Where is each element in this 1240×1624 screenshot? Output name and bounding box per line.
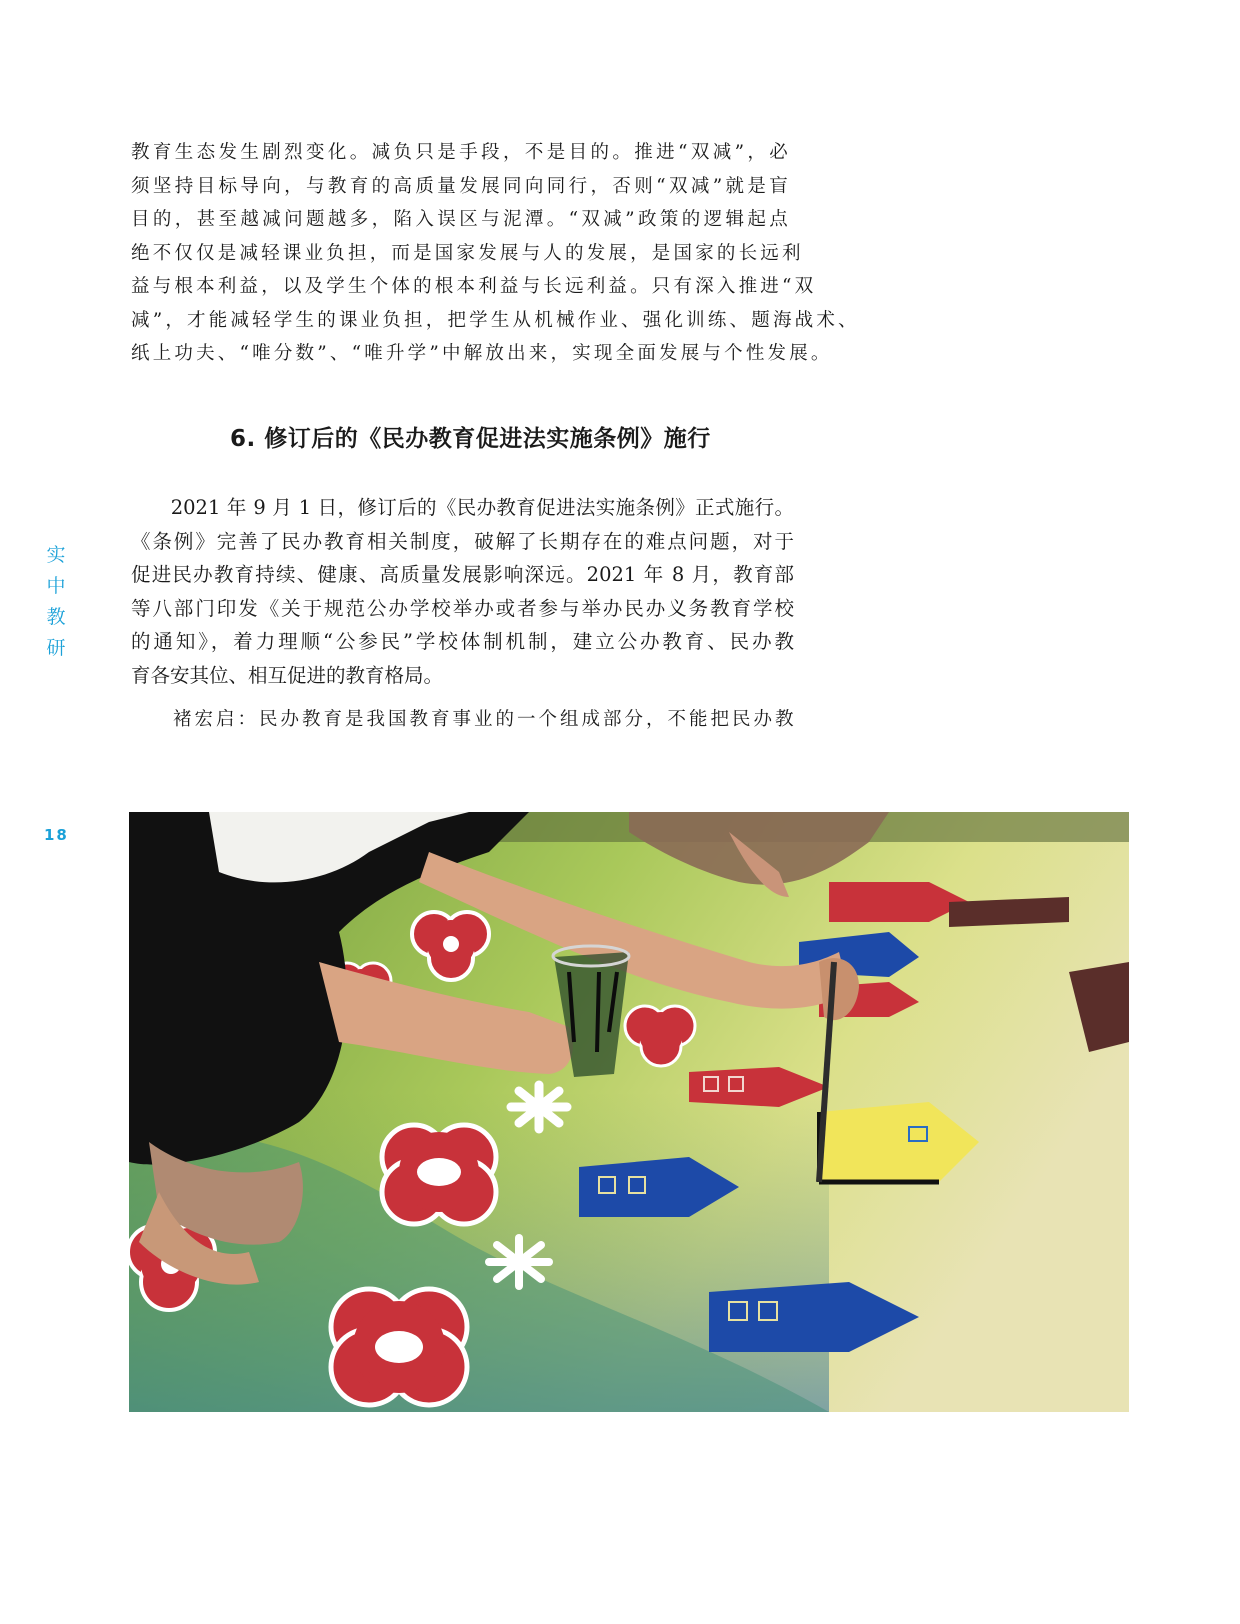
section-label-char: 教 xyxy=(46,606,66,628)
text-line: 的通知》，着力理顺“公参民”学校体制机制，建立公办教育、民办教 xyxy=(131,630,794,653)
flower-white-daisy-bottom xyxy=(489,1238,549,1286)
text-line: 育各安其位、相互促进的教育格局。 xyxy=(131,663,444,687)
body-paragraph-main xyxy=(131,491,794,692)
text-line: 目的，甚至越减问题越多，陷入误区与泥潭。“双减”政策的逻辑起点 xyxy=(131,209,791,230)
flower-red-large xyxy=(382,1125,496,1224)
photo-illustration xyxy=(129,812,1129,1412)
section-label-char: 实 xyxy=(46,544,66,566)
text-line: 减”，才能减轻学生的课业负担，把学生从机械作业、强化训练、题海战术、 xyxy=(131,309,860,331)
text-line: 益与根本利益，以及学生个体的根本利益与长远利益。只有深入推进“双 xyxy=(131,276,817,297)
flower-red-bottom xyxy=(331,1289,467,1405)
text-line: 《条例》完善了民办教育相关制度，破解了长期存在的难点问题，对于 xyxy=(131,529,794,553)
section-label-vertical xyxy=(42,540,70,664)
text-line: 2021 年 9 月 1 日，修订后的《民办教育促进法实施条例》正式施行。 xyxy=(131,496,794,519)
photo-children-painting xyxy=(129,812,1129,1412)
text-line: 纸上功夫、“唯分数”、“唯升学”中解放出来，实现全面发展与个性发展。 xyxy=(131,343,833,364)
text-line: 绝不仅仅是减轻课业负担，而是国家发展与人的发展，是国家的长远利 xyxy=(131,242,804,264)
body-paragraph-top xyxy=(131,136,860,371)
section-label-char: 研 xyxy=(46,637,66,659)
text-line: 须坚持目标导向，与教育的高质量发展同向同行，否则“双减”就是盲 xyxy=(131,175,791,197)
text-line: 教育生态发生剧烈变化。减负只是手段，不是目的。推进“双减”，必 xyxy=(131,142,791,163)
body-paragraph-closing xyxy=(131,703,797,736)
flower-white-daisy xyxy=(511,1085,567,1129)
section-heading: 6. 修订后的《民办教育促进法实施条例》施行 xyxy=(230,426,711,452)
text-line: 褚宏启：民办教育是我国教育事业的一个组成部分，不能把民办教 xyxy=(173,709,797,730)
text-line: 促进民办教育持续、健康、高质量发展影响深远。2021 年 8 月，教育部 xyxy=(131,563,794,586)
section-label-char: 中 xyxy=(46,575,66,597)
page-number: 18 xyxy=(44,826,69,844)
house-brown xyxy=(949,897,1069,927)
text-line: 等八部门印发《关于规范公办学校举办或者参与举办民办义务教育学校 xyxy=(131,596,794,620)
